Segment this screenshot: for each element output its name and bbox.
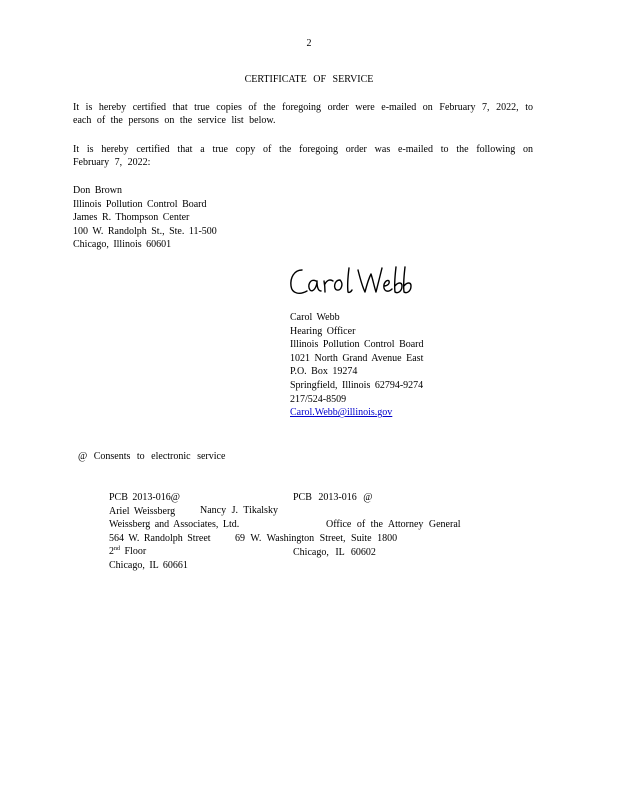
signer-city: Springfield, Illinois 62794-9274 <box>290 379 424 391</box>
service-right-case: PCB 2013-016 @ <box>293 492 373 503</box>
service-right-street: 69 W. Washington Street, Suite 1800 <box>235 533 398 544</box>
paragraph-service-list: It is hereby certified that true copies of the foregoing order were e-mailed on February 7, 2022, to each of the persons on the service list below. <box>73 102 533 126</box>
service-left-case: PCB 2013-016@ <box>109 492 180 503</box>
consent-note: @ Consents to electronic service <box>78 451 226 462</box>
recipient-city: Chicago, Illinois 60601 <box>73 239 172 251</box>
service-left-street: 564 W. Randolph Street <box>109 532 211 544</box>
handwritten-signature <box>288 264 414 302</box>
service-left-firm: Weissberg and Associates, Ltd. <box>109 519 240 531</box>
recipient-building: James R. Thompson Center <box>73 212 190 224</box>
recipient-name: Don Brown <box>73 185 122 196</box>
signer-org: Illinois Pollution Control Board <box>290 339 424 351</box>
signer-email-link[interactable]: Carol.Webb@illinois.gov <box>290 407 393 419</box>
service-right-office: Office of the Attorney General <box>326 519 461 530</box>
service-right-name: Nancy J. Tikalsky <box>200 505 278 516</box>
recipient-org: Illinois Pollution Control Board <box>73 198 207 210</box>
page-number: 2 <box>306 38 312 49</box>
paragraph-service-following: It is hereby certified that a true copy of the foregoing order was e-mailed to the following on February 7, 2022: <box>73 144 533 168</box>
service-left-name: Ariel Weissberg <box>109 505 176 517</box>
signer-name: Carol Webb <box>290 312 340 323</box>
signer-phone: 217/524-8509 <box>290 393 347 405</box>
service-left-floor: 2nd Floor <box>109 546 147 558</box>
signer-street: 1021 North Grand Avenue East <box>290 352 424 364</box>
page-title: CERTIFICATE OF SERVICE <box>244 74 374 85</box>
service-right-city: Chicago, IL 60602 <box>293 547 376 558</box>
recipient-address <box>73 184 217 252</box>
signer-title: Hearing Officer <box>290 325 356 337</box>
service-left-city: Chicago, IL 60661 <box>109 559 188 571</box>
signature-block <box>290 311 424 420</box>
recipient-street: 100 W. Randolph St., Ste. 11-500 <box>73 225 217 237</box>
signer-po-box: P.O. Box 19274 <box>290 366 358 378</box>
